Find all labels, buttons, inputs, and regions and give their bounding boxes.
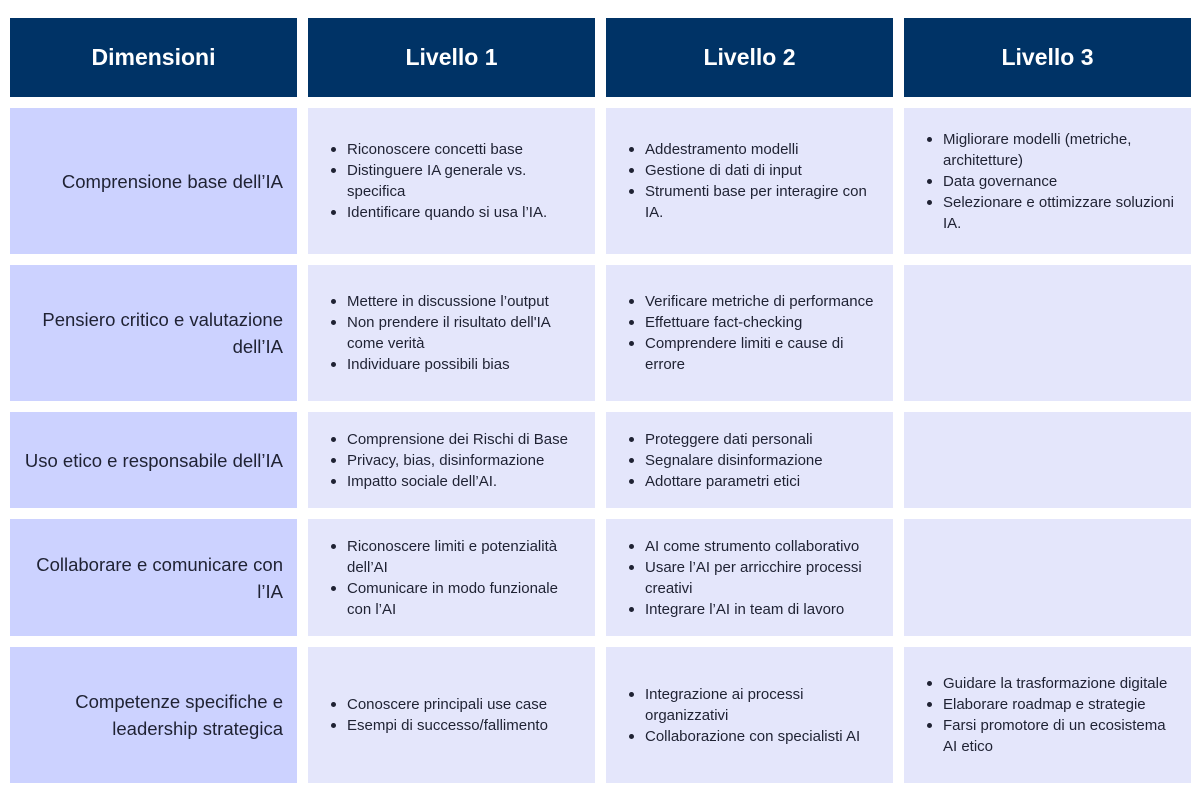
list-item: Strumenti base per interagire con IA. — [626, 181, 881, 223]
bullet-list — [626, 291, 881, 375]
header-level-2: Livello 2 — [606, 18, 893, 97]
list-item: Collaborazione con specialisti AI — [626, 726, 881, 747]
level-3-cell-empty — [904, 412, 1191, 508]
level-1-cell — [308, 519, 595, 636]
list-item: Proteggere dati personali — [626, 429, 881, 450]
dimension-label: Comprensione base dell’IA — [10, 108, 297, 254]
list-item: Usare l’AI per arricchire processi creativi — [626, 557, 881, 599]
list-item: Segnalare disinformazione — [626, 450, 881, 471]
dimension-label: Competenze specifiche e leadership strategica — [10, 647, 297, 783]
dimension-label: Pensiero critico e valutazione dell’IA — [10, 265, 297, 401]
bullet-list — [328, 429, 583, 492]
list-item: Esempi di successo/fallimento — [328, 715, 583, 736]
bullet-list — [626, 684, 881, 747]
list-item: Identificare quando si usa l’IA. — [328, 202, 583, 223]
bullet-list — [924, 673, 1179, 757]
level-2-cell — [606, 265, 893, 401]
level-1-cell — [308, 647, 595, 783]
list-item: Migliorare modelli (metriche, architetture) — [924, 129, 1179, 171]
list-item: Conoscere principali use case — [328, 694, 583, 715]
header-dimensions: Dimensioni — [10, 18, 297, 97]
level-1-cell — [308, 108, 595, 254]
bullet-list — [626, 139, 881, 223]
header-level-1: Livello 1 — [308, 18, 595, 97]
list-item: Impatto sociale dell’AI. — [328, 471, 583, 492]
list-item: Comunicare in modo funzionale con l’AI — [328, 578, 583, 620]
header-level-3: Livello 3 — [904, 18, 1191, 97]
list-item: Individuare possibili bias — [328, 354, 583, 375]
list-item: Integrare l’AI in team di lavoro — [626, 599, 881, 620]
list-item: Comprensione dei Rischi di Base — [328, 429, 583, 450]
list-item: Selezionare e ottimizzare soluzioni IA. — [924, 192, 1179, 234]
dimension-label: Uso etico e responsabile dell’IA — [10, 412, 297, 508]
list-item: Verificare metriche di performance — [626, 291, 881, 312]
bullet-list — [328, 139, 583, 223]
level-2-cell — [606, 108, 893, 254]
list-item: Effettuare fact-checking — [626, 312, 881, 333]
dimension-label: Collaborare e comunicare con l’IA — [10, 519, 297, 636]
list-item: Non prendere il risultato dell'IA come verità — [328, 312, 583, 354]
list-item: Adottare parametri etici — [626, 471, 881, 492]
level-1-cell — [308, 412, 595, 508]
list-item: Elaborare roadmap e strategie — [924, 694, 1179, 715]
list-item: Integrazione ai processi organizzativi — [626, 684, 881, 726]
level-3-cell-empty — [904, 519, 1191, 636]
list-item: Riconoscere concetti base — [328, 139, 583, 160]
bullet-list — [924, 129, 1179, 234]
level-3-cell-empty — [904, 265, 1191, 401]
list-item: Guidare la trasformazione digitale — [924, 673, 1179, 694]
list-item: Mettere in discussione l’output — [328, 291, 583, 312]
bullet-list — [626, 536, 881, 620]
list-item: Comprendere limiti e cause di errore — [626, 333, 881, 375]
level-2-cell — [606, 412, 893, 508]
level-3-cell — [904, 647, 1191, 783]
level-3-cell — [904, 108, 1191, 254]
list-item: Addestramento modelli — [626, 139, 881, 160]
list-item: Gestione di dati di input — [626, 160, 881, 181]
level-2-cell — [606, 519, 893, 636]
bullet-list — [328, 536, 583, 620]
list-item: AI come strumento collaborativo — [626, 536, 881, 557]
level-2-cell — [606, 647, 893, 783]
competency-table — [10, 18, 1191, 783]
list-item: Data governance — [924, 171, 1179, 192]
list-item: Farsi promotore di un ecosistema AI etico — [924, 715, 1179, 757]
list-item: Privacy, bias, disinformazione — [328, 450, 583, 471]
level-1-cell — [308, 265, 595, 401]
list-item: Distinguere IA generale vs. specifica — [328, 160, 583, 202]
bullet-list — [328, 291, 583, 375]
bullet-list — [328, 694, 583, 736]
list-item: Riconoscere limiti e potenzialità dell’AI — [328, 536, 583, 578]
bullet-list — [626, 429, 881, 492]
